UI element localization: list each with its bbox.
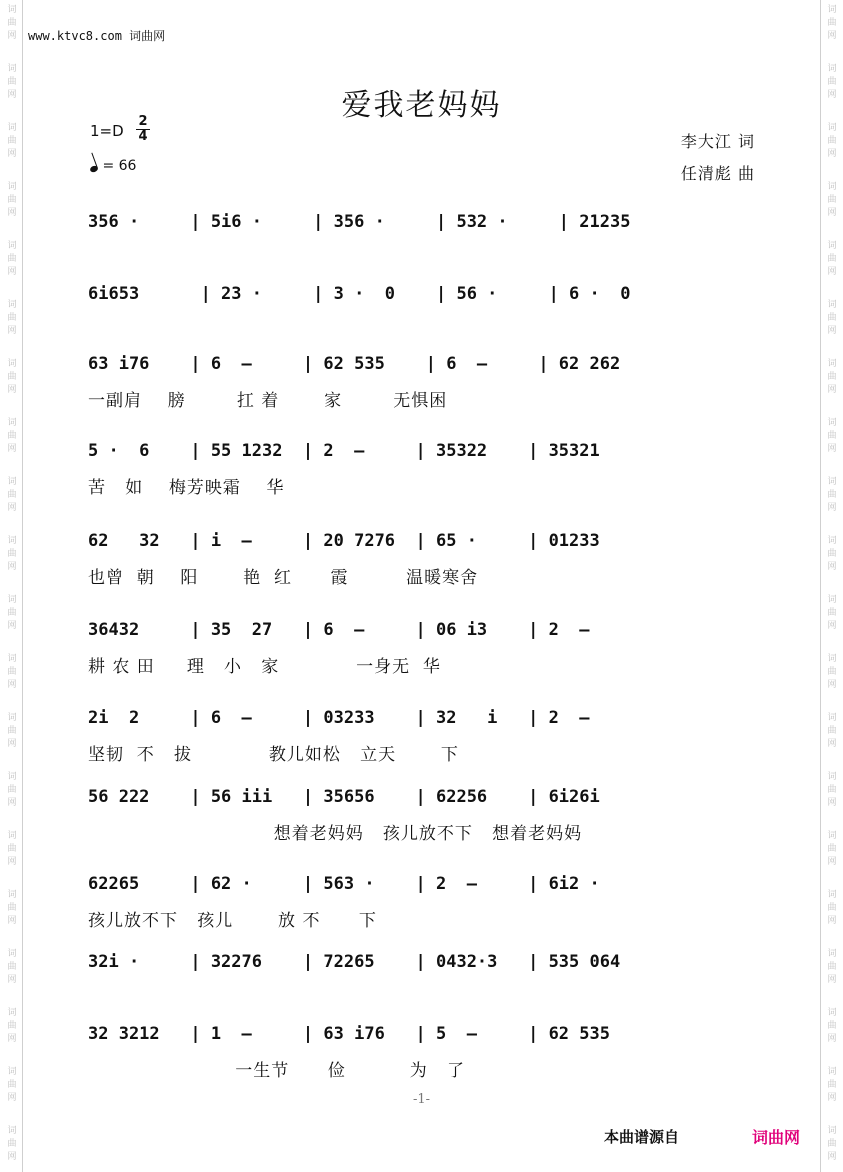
- watermark-text: [821, 712, 843, 751]
- watermark-char: 曲: [7, 1080, 17, 1090]
- watermark-text: [821, 417, 843, 456]
- site-header: www.ktvc8.com 词曲网: [28, 29, 166, 43]
- watermark-text: [821, 1125, 843, 1164]
- notation-row: 356 · | 5i6 · | 356 · | 532 · | 21235: [88, 212, 631, 232]
- watermark-char: 网: [7, 857, 17, 867]
- watermark-char: 曲: [7, 667, 17, 677]
- watermark-char: 词: [7, 654, 17, 664]
- watermark-char: 网: [7, 680, 17, 690]
- watermark-char: 网: [827, 680, 837, 690]
- watermark-text: [1, 417, 23, 456]
- watermark-text: [821, 476, 843, 515]
- lyrics-row: 也曾 朝 阳 艳 红 霞 温暖寒舍: [88, 568, 479, 588]
- watermark-char: 网: [827, 1152, 837, 1162]
- watermark-char: 曲: [827, 1080, 837, 1090]
- watermark-char: 词: [827, 241, 837, 251]
- watermark-text: [1, 1125, 23, 1164]
- watermark-char: 曲: [7, 254, 17, 264]
- left-watermark-strip: [0, 0, 23, 1172]
- watermark-char: 词: [827, 477, 837, 487]
- watermark-char: 网: [7, 975, 17, 985]
- lyricist: 李大江 词: [680, 132, 755, 151]
- watermark-char: 曲: [7, 962, 17, 972]
- quarter-note-icon: [89, 165, 99, 173]
- watermark-text: [821, 594, 843, 633]
- watermark-char: 网: [827, 208, 837, 218]
- time-top: 2: [138, 114, 148, 129]
- watermark-char: 网: [7, 90, 17, 100]
- source-label: 本曲谱源自: [604, 1128, 680, 1146]
- tempo-marking: [90, 158, 136, 174]
- watermark-char: 曲: [827, 313, 837, 323]
- watermark-text: [1, 712, 23, 751]
- watermark-char: 词: [7, 1126, 17, 1136]
- watermark-char: 词: [827, 64, 837, 74]
- watermark-char: 曲: [827, 844, 837, 854]
- watermark-char: 网: [7, 444, 17, 454]
- lyrics-row: 一副肩 膀 扛 着 家 无惧困: [88, 391, 448, 411]
- watermark-char: 网: [827, 975, 837, 985]
- watermark-char: 曲: [7, 195, 17, 205]
- watermark-char: 词: [827, 713, 837, 723]
- watermark-char: 网: [7, 621, 17, 631]
- watermark-char: 词: [7, 5, 17, 15]
- watermark-char: 网: [827, 326, 837, 336]
- notation-row: 62265 | 62 · | 563 · | 2 – | 6i2 ·: [88, 874, 600, 894]
- watermark-char: 网: [7, 503, 17, 513]
- song-title: 爱我老妈妈: [341, 88, 502, 123]
- watermark-text: [821, 948, 843, 987]
- composer: 任清彪 曲: [680, 164, 755, 183]
- watermark-char: 词: [827, 831, 837, 841]
- watermark-char: 曲: [827, 1139, 837, 1149]
- watermark-char: 词: [827, 949, 837, 959]
- watermark-char: 网: [827, 385, 837, 395]
- watermark-char: 词: [827, 595, 837, 605]
- watermark-char: 网: [827, 267, 837, 277]
- watermark-char: 网: [7, 1093, 17, 1103]
- watermark-char: 曲: [7, 313, 17, 323]
- notation-row: 2i 2 | 6 – | 03233 | 32 i | 2 –: [88, 708, 590, 728]
- watermark-char: 词: [827, 182, 837, 192]
- watermark-char: 词: [827, 123, 837, 133]
- lyrics-row: 孩儿放不下 孩儿 放 不 下: [88, 911, 377, 931]
- watermark-char: 网: [827, 857, 837, 867]
- watermark-text: [821, 889, 843, 928]
- watermark-char: 网: [827, 90, 837, 100]
- watermark-char: 曲: [7, 844, 17, 854]
- watermark-char: 曲: [827, 726, 837, 736]
- watermark-char: 词: [7, 359, 17, 369]
- watermark-char: 网: [7, 149, 17, 159]
- watermark-char: 曲: [827, 785, 837, 795]
- watermark-char: 词: [7, 772, 17, 782]
- key-signature: 1=D: [90, 122, 124, 140]
- watermark-text: [821, 4, 843, 43]
- watermark-char: 曲: [7, 1021, 17, 1031]
- watermark-text: [1, 122, 23, 161]
- watermark-text: [821, 122, 843, 161]
- watermark-char: 曲: [7, 431, 17, 441]
- watermark-char: 词: [7, 241, 17, 251]
- notation-row: 5 · 6 | 55 1232 | 2 – | 35322 | 35321: [88, 441, 600, 461]
- time-signature: [136, 115, 150, 144]
- watermark-char: 曲: [7, 608, 17, 618]
- watermark-char: 网: [827, 916, 837, 926]
- watermark-char: 曲: [7, 549, 17, 559]
- watermark-char: 网: [827, 798, 837, 808]
- notation-row: 56 222 | 56 iii | 35656 | 62256 | 6i26i: [88, 787, 600, 807]
- watermark-char: 网: [827, 1034, 837, 1044]
- watermark-text: [821, 1007, 843, 1046]
- watermark-char: 词: [827, 772, 837, 782]
- watermark-text: [1, 181, 23, 220]
- watermark-char: 曲: [827, 136, 837, 146]
- watermark-text: [1, 1007, 23, 1046]
- tempo-value: = 66: [102, 158, 137, 174]
- watermark-text: [1, 535, 23, 574]
- watermark-char: 网: [7, 916, 17, 926]
- watermark-char: 词: [827, 1126, 837, 1136]
- watermark-char: 曲: [827, 18, 837, 28]
- watermark-char: 网: [7, 208, 17, 218]
- watermark-text: [821, 181, 843, 220]
- watermark-char: 网: [827, 739, 837, 749]
- watermark-char: 词: [7, 595, 17, 605]
- watermark-char: 网: [7, 326, 17, 336]
- watermark-char: 曲: [7, 77, 17, 87]
- lyrics-row: 耕 农 田 理 小 家 一身无 华: [88, 657, 441, 677]
- watermark-char: 曲: [827, 608, 837, 618]
- watermark-char: 网: [7, 385, 17, 395]
- credits: [681, 126, 755, 190]
- watermark-char: 曲: [827, 667, 837, 677]
- watermark-char: 曲: [7, 726, 17, 736]
- watermark-char: 曲: [827, 254, 837, 264]
- watermark-text: [821, 240, 843, 279]
- watermark-char: 曲: [827, 77, 837, 87]
- watermark-char: 词: [827, 654, 837, 664]
- watermark-char: 网: [827, 31, 837, 41]
- watermark-text: [821, 771, 843, 810]
- watermark-char: 曲: [827, 490, 837, 500]
- watermark-char: 词: [827, 1008, 837, 1018]
- watermark-char: 词: [827, 5, 837, 15]
- watermark-text: [1, 240, 23, 279]
- lyrics-row: 坚韧 不 拔 教儿如松 立天 下: [88, 745, 459, 765]
- watermark-char: 网: [7, 562, 17, 572]
- watermark-text: [1, 771, 23, 810]
- notation-row: 63 i76 | 6 – | 62 535 | 6 – | 62 262: [88, 354, 621, 374]
- watermark-char: 曲: [7, 490, 17, 500]
- right-watermark-strip: [820, 0, 843, 1172]
- watermark-char: 词: [7, 713, 17, 723]
- lyrics-row: 苦 如 梅芳映霜 华: [88, 478, 285, 498]
- watermark-char: 曲: [7, 785, 17, 795]
- watermark-char: 曲: [7, 1139, 17, 1149]
- watermark-char: 词: [827, 890, 837, 900]
- watermark-char: 网: [7, 1152, 17, 1162]
- watermark-text: [1, 299, 23, 338]
- watermark-char: 网: [827, 444, 837, 454]
- watermark-text: [821, 830, 843, 869]
- watermark-char: 曲: [7, 136, 17, 146]
- watermark-char: 曲: [827, 1021, 837, 1031]
- watermark-char: 网: [7, 1034, 17, 1044]
- watermark-char: 曲: [7, 372, 17, 382]
- watermark-char: 网: [827, 562, 837, 572]
- watermark-char: 词: [7, 831, 17, 841]
- watermark-char: 曲: [827, 549, 837, 559]
- watermark-text: [1, 948, 23, 987]
- watermark-char: 网: [7, 798, 17, 808]
- watermark-char: 词: [7, 1008, 17, 1018]
- watermark-char: 曲: [7, 18, 17, 28]
- watermark-char: 网: [7, 267, 17, 277]
- notation-row: 6i653 | 23 · | 3 · 0 | 56 · | 6 · 0: [88, 284, 631, 304]
- notation-row: 62 32 | i – | 20 7276 | 65 · | 01233: [88, 531, 600, 551]
- watermark-text: [821, 653, 843, 692]
- watermark-char: 网: [827, 1093, 837, 1103]
- brand-link[interactable]: 词曲网: [752, 1128, 801, 1147]
- watermark-char: 曲: [827, 903, 837, 913]
- watermark-char: 曲: [827, 372, 837, 382]
- watermark-char: 曲: [827, 195, 837, 205]
- watermark-char: 词: [7, 949, 17, 959]
- watermark-text: [1, 476, 23, 515]
- watermark-char: 网: [7, 739, 17, 749]
- watermark-char: 曲: [7, 903, 17, 913]
- watermark-char: 网: [7, 31, 17, 41]
- watermark-text: [1, 889, 23, 928]
- watermark-char: 词: [827, 1067, 837, 1077]
- notation-row: 36432 | 35 27 | 6 – | 06 i3 | 2 –: [88, 620, 590, 640]
- watermark-char: 词: [827, 536, 837, 546]
- watermark-char: 曲: [827, 431, 837, 441]
- watermark-text: [821, 299, 843, 338]
- watermark-char: 词: [7, 536, 17, 546]
- watermark-char: 词: [7, 477, 17, 487]
- watermark-char: 词: [827, 300, 837, 310]
- watermark-char: 词: [7, 64, 17, 74]
- watermark-char: 网: [827, 621, 837, 631]
- watermark-char: 词: [827, 359, 837, 369]
- watermark-char: 曲: [827, 962, 837, 972]
- watermark-text: [1, 830, 23, 869]
- watermark-char: 词: [7, 418, 17, 428]
- watermark-char: 网: [827, 149, 837, 159]
- lyrics-row: 一生节 俭 为 了: [88, 1061, 465, 1081]
- page-number: -1-: [412, 1092, 431, 1107]
- watermark-text: [1, 358, 23, 397]
- watermark-text: [821, 535, 843, 574]
- watermark-text: [821, 358, 843, 397]
- watermark-text: [1, 653, 23, 692]
- watermark-char: 词: [7, 300, 17, 310]
- watermark-char: 词: [7, 890, 17, 900]
- notation-row: 32i · | 32276 | 72265 | 0432·3 | 535 064: [88, 952, 621, 972]
- watermark-char: 词: [7, 182, 17, 192]
- watermark-char: 词: [7, 123, 17, 133]
- watermark-char: 词: [7, 1067, 17, 1077]
- notation-row: 32 3212 | 1 – | 63 i76 | 5 – | 62 535: [88, 1024, 610, 1044]
- watermark-text: [1, 4, 23, 43]
- watermark-text: [1, 594, 23, 633]
- watermark-char: 词: [827, 418, 837, 428]
- lyrics-row: 想着老妈妈 孩儿放不下 想着老妈妈: [88, 824, 583, 844]
- time-bottom: 4: [136, 129, 150, 144]
- watermark-char: 网: [827, 503, 837, 513]
